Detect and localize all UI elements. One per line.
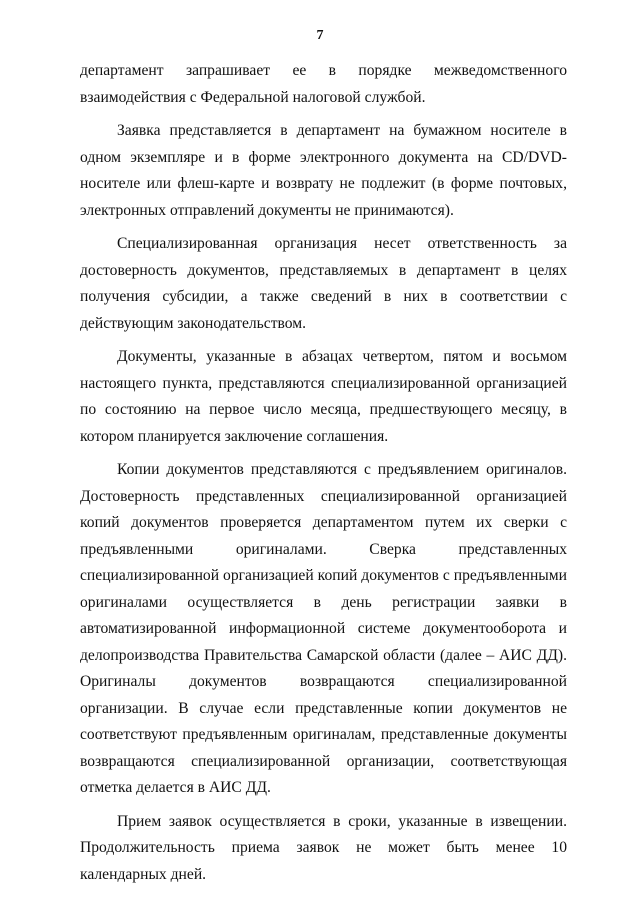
page-number: 7 [316,28,324,43]
paragraph-application-period: Прием заявок осуществляется в сроки, указанные в извещении. Продолжительность приема заявок не может быть менее 10 календарных дней. [80,812,567,883]
paragraph-application-submission: Заявка представляется в департамент на бумажном носителе в одном экземпляре и в форме электронного документа на CD/DVD-носителе или флеш-карте и возврату не подлежит (в форме почтовых, электронных отправлений документы не принимаются). [80,122,567,219]
paragraph-documents-date: Документы, указанные в абзацах четвертом, пятом и восьмом настоящего пункта, представляются специализированной организацией по состоянию на первое число месяца, предшествующего месяцу, в котором планируется заключение соглашения. [80,348,567,445]
paragraph-continuation: департамент запрашивает ее в порядке межведомственного взаимодействия с Федеральной налоговой службой. [80,62,567,106]
paragraph-copies-verification: Копии документов представляются с предъявлением оригиналов. Достоверность представленных специализированной организацией копий документов проверяется департаментом путем их сверки с предъявленными оригиналами. Сверка представленных специализированной организацией копий документов с предъявленными оригиналами осуществляется в день регистрации заявки в автоматизированной информационной системе документооборота и делопроизводства Правительства Самарской области (далее – АИС ДД). Оригиналы документов возвращаются специализированной организации. В случае если представленные копии документов не соответствуют предъявленным оригиналам, представленные документы возвращаются специализированной организации, соответствующая отметка делается в АИС ДД. [80,461,567,796]
paragraph-responsibility: Специализированная организация несет ответственность за достоверность документов, представляемых в департамент в целях получения субсидии, а также сведений в них в соответствии с действующим законодательством. [80,235,567,332]
document-body [80,58,567,888]
